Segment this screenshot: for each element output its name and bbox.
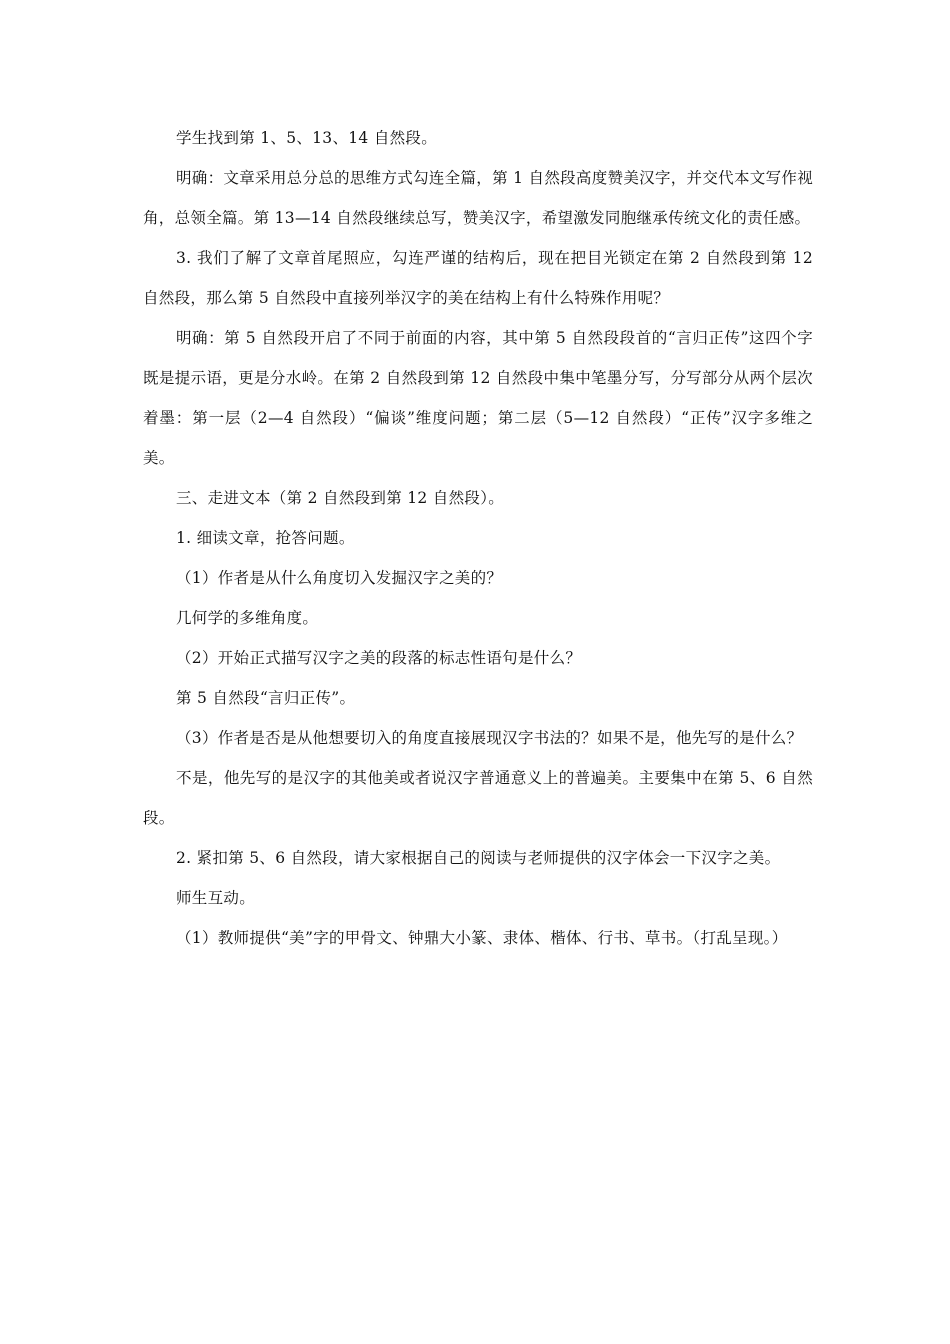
question-2: （2）开始正式描写汉字之美的段落的标志性语句是什么？ [176,649,582,667]
paragraph-interaction: 师生互动。 [176,889,256,907]
section-heading-enter-text: 三、走进文本（第 2 自然段到第 12 自然段）。 [176,489,505,507]
paragraph-task-1: 1. 细读文章，抢答问题。 [176,529,355,547]
question-1: （1）作者是从什么角度切入发掘汉字之美的？ [176,569,503,587]
paragraph-students-find: 学生找到第 1、5、13、14 自然段。 [176,129,438,147]
paragraph-teacher-provides: （1）教师提供“美”字的甲骨文、钟鼎大小篆、隶体、楷体、行书、草书。（打乱呈现。） [176,929,788,947]
answer-1: 几何学的多维角度。 [176,609,319,627]
paragraph-question-3: 3. 我们了解了文章首尾照应，勾连严谨的结构后，现在把目光锁定在第 2 自然段到第 12 自然段，那么第 5 自然段中直接列举汉字的美在结构上有什么特殊作用呢？ [143,249,813,307]
paragraph-clarify-paragraph-5: 明确：第 5 自然段开启了不同于前面的内容，其中第 5 自然段段首的“言归正传”这四个字既是提示语，更是分水岭。在第 2 自然段到第 12 自然段中集中笔墨分写，分写部分从两个层次着墨：第一层（2—4 自然段）“偏谈”维度问题；第二层（5—12 自然段）“正传”汉字多维之美。 [143,329,813,467]
question-3: （3）作者是否是从他想要切入的角度直接展现汉字书法的？如果不是，他先写的是什么？ [176,729,803,747]
answer-3: 不是，他先写的是汉字的其他美或者说汉字普通意义上的普遍美。主要集中在第 5、6 自然段。 [143,769,813,827]
document-body [143,118,813,958]
answer-2: 第 5 自然段“言归正传”。 [176,689,356,707]
paragraph-clarify-structure: 明确：文章采用总分总的思维方式勾连全篇，第 1 自然段高度赞美汉字，并交代本文写作视角，总领全篇。第 13—14 自然段继续总写，赞美汉字，希望激发同胞继承传统文化的责任感。 [143,169,813,227]
paragraph-task-2: 2. 紧扣第 5、6 自然段，请大家根据自己的阅读与老师提供的汉字体会一下汉字之美。 [176,849,781,867]
